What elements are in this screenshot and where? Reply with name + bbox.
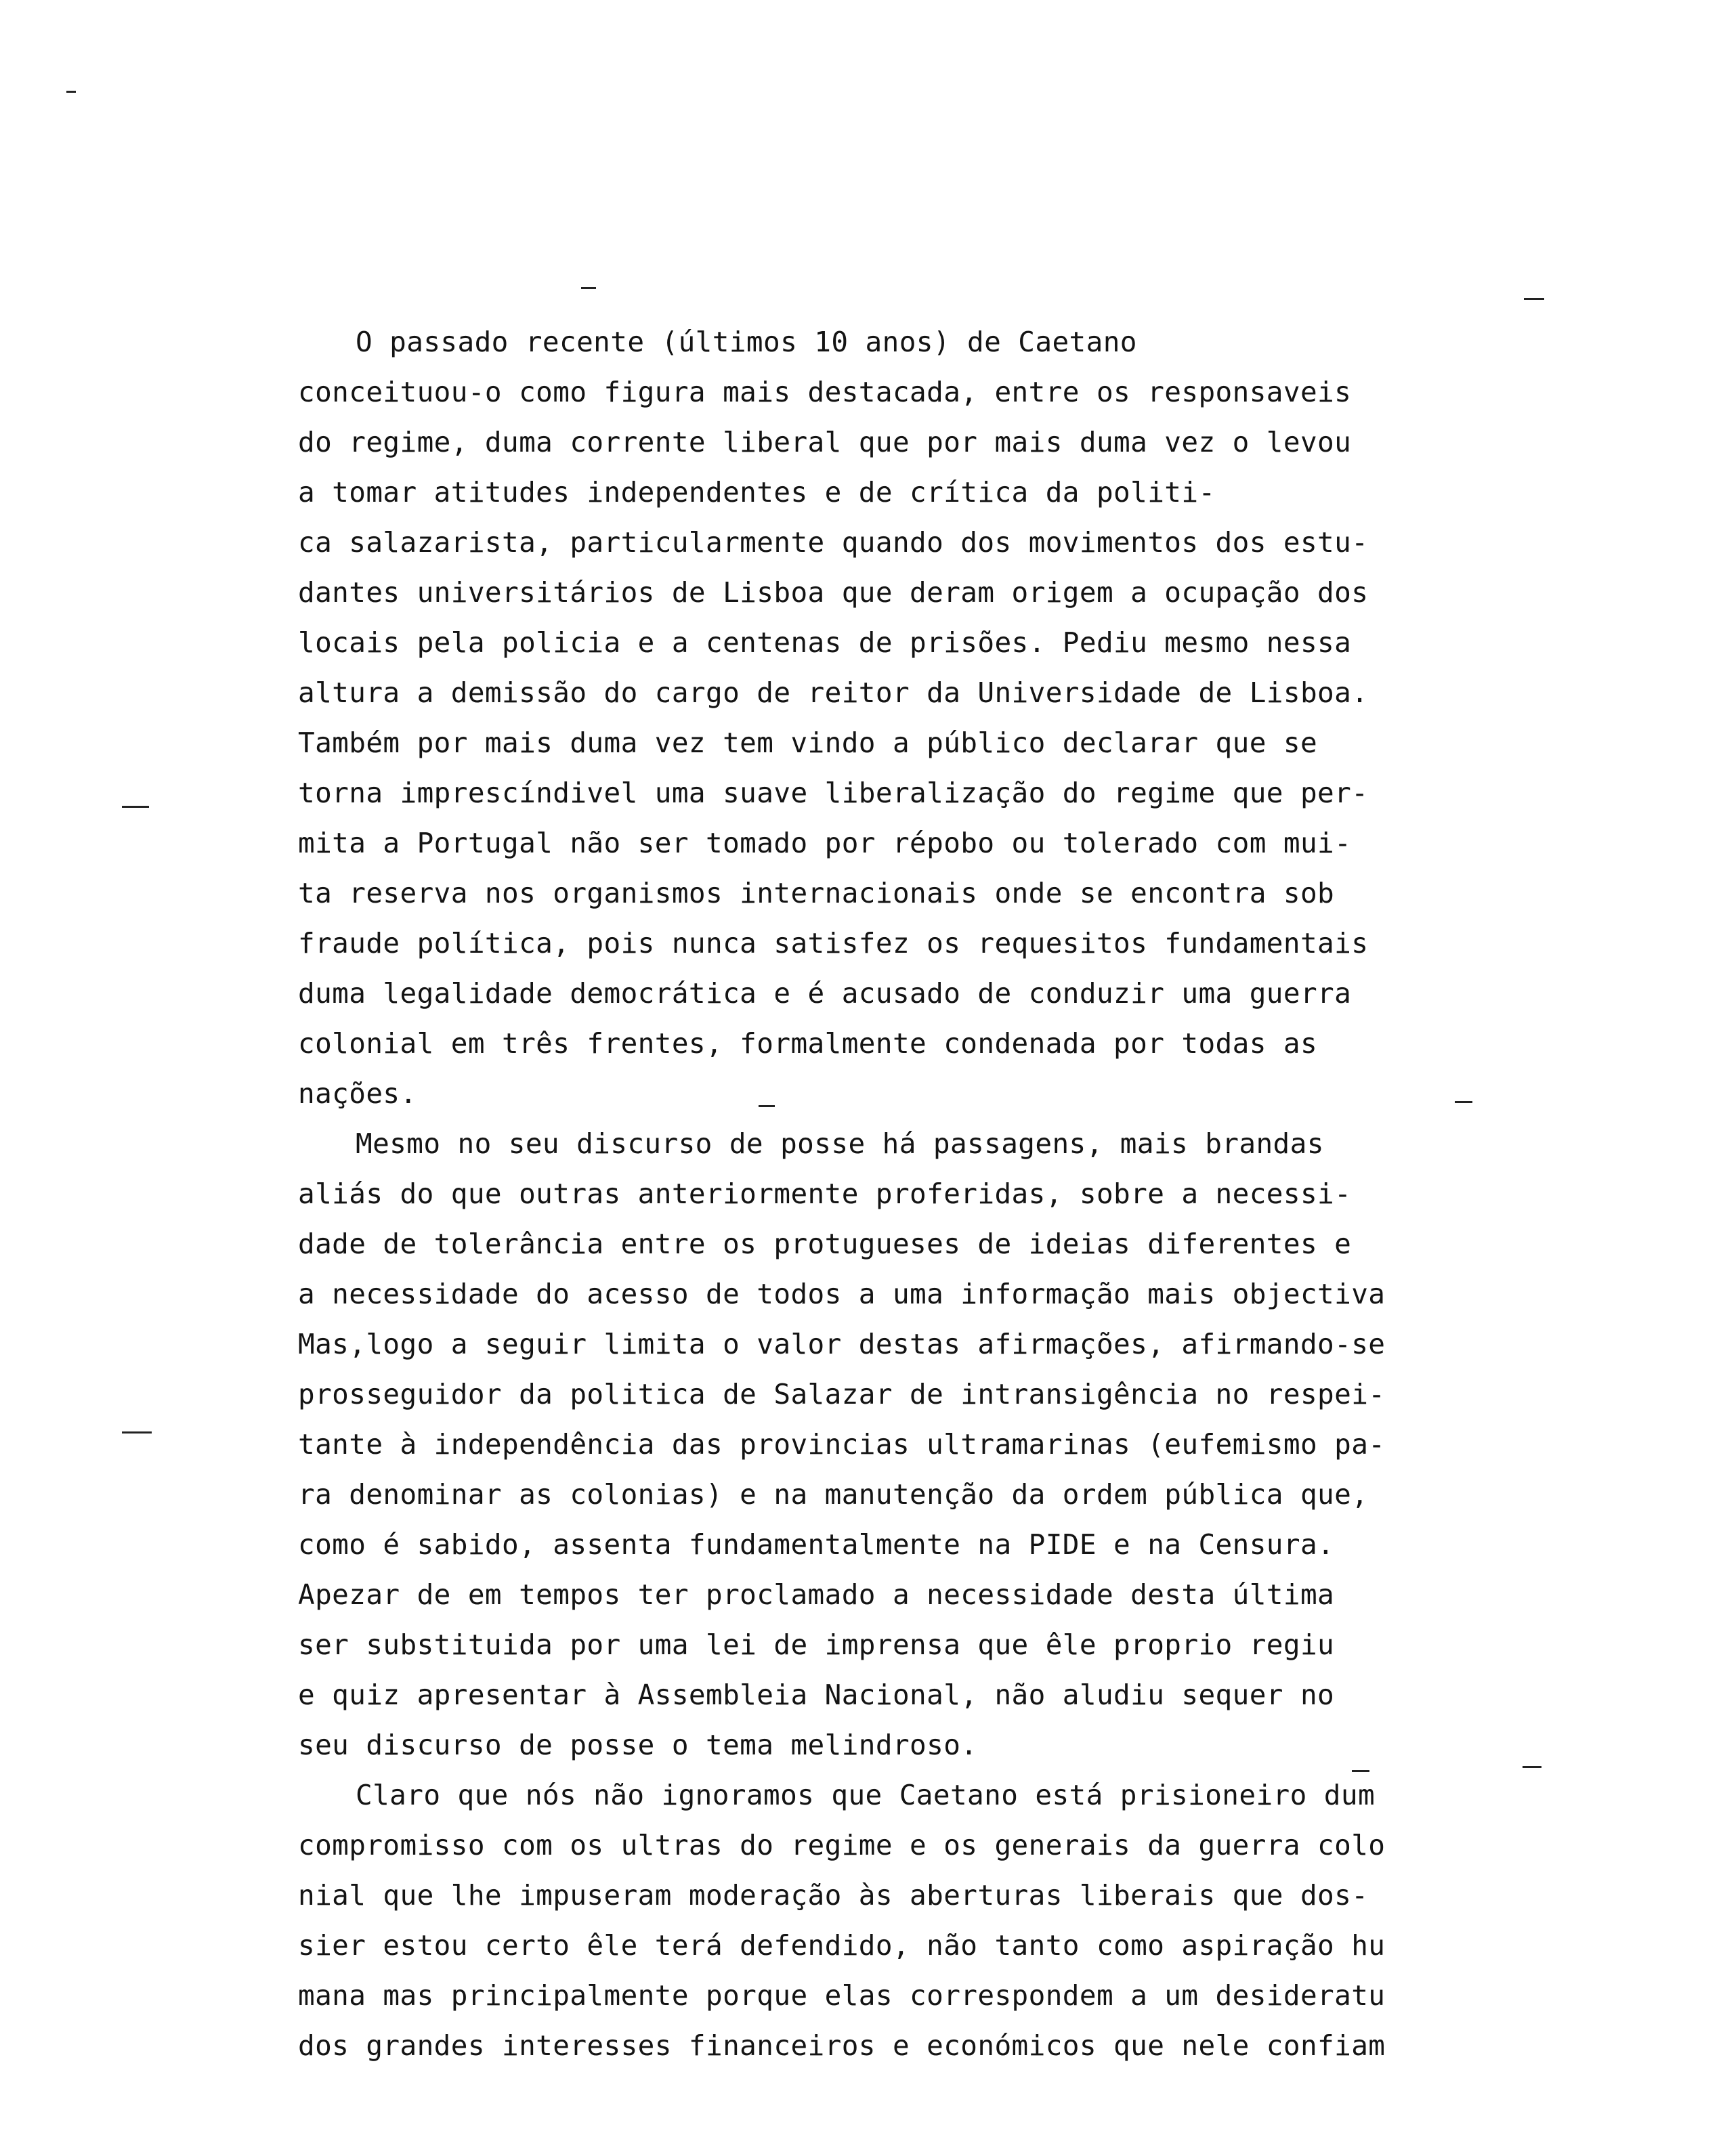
text-line: duma legalidade democrática e é acusado de conduzir uma guerra (298, 977, 1352, 1010)
text-line: locais pela policia e a centenas de prisões. Pediu mesmo nessa (298, 626, 1352, 659)
text-line: fraude política, pois nunca satisfez os requesitos fundamentais (298, 927, 1369, 960)
text-line: altura a demissão do cargo de reitor da Universidade de Lisboa. (298, 676, 1369, 709)
text-line: torna imprescíndivel uma suave liberalização do regime que per- (298, 777, 1369, 809)
typescript-body (298, 317, 1659, 2071)
scan-speck (1524, 298, 1544, 300)
scan-speck (122, 806, 149, 808)
text-line: dos grandes interesses financeiros e económicos que nele confiam (298, 2029, 1386, 2062)
text-line: a tomar atitudes independentes e de crítica da politi- (298, 476, 1216, 509)
paragraph-1 (298, 317, 1659, 1119)
text-line: tante à independência das provincias ultramarinas (eufemismo pa- (298, 1428, 1386, 1461)
text-line: nial que lhe impuseram moderação às aberturas liberais que dos- (298, 1879, 1369, 1912)
scan-speck (122, 1431, 152, 1433)
text-line: conceituou-o como figura mais destacada, entre os responsaveis (298, 376, 1352, 408)
text-line: prosseguidor da politica de Salazar de intransigência no respei- (298, 1378, 1386, 1410)
scan-speck (581, 287, 596, 289)
text-line: a necessidade do acesso de todos a uma informação mais objectiva (298, 1278, 1386, 1310)
text-line: nações. (298, 1077, 417, 1110)
text-line: Apezar de em tempos ter proclamado a necessidade desta última (298, 1578, 1335, 1611)
text-line: mana mas principalmente porque elas correspondem a um desideratu (298, 1979, 1386, 2012)
scan-speck (66, 91, 76, 93)
paragraph-2 (298, 1119, 1659, 1770)
text-line: ca salazarista, particularmente quando dos movimentos dos estu- (298, 526, 1369, 559)
text-line: ra denominar as colonias) e na manutenção da ordem pública que, (298, 1478, 1369, 1511)
text-line: Mas,logo a seguir limita o valor destas afirmações, afirmando-se (298, 1328, 1386, 1360)
paragraph-3 (298, 1770, 1659, 2071)
text-line: colonial em três frentes, formalmente condenada por todas as (298, 1027, 1318, 1060)
text-line: seu discurso de posse o tema melindroso. (298, 1729, 978, 1761)
text-line: como é sabido, assenta fundamentalmente na PIDE e na Censura. (298, 1528, 1335, 1561)
text-line: aliás do que outras anteriormente proferidas, sobre a necessi- (298, 1178, 1352, 1210)
text-line: dade de tolerância entre os protugueses de ideias diferentes e (298, 1228, 1352, 1260)
text-line: compromisso com os ultras do regime e os generais da guerra colo (298, 1829, 1386, 1861)
text-line: ser substituida por uma lei de imprensa que êle proprio regiu (298, 1629, 1335, 1661)
text-line: ta reserva nos organismos internacionais onde se encontra sob (298, 877, 1335, 909)
text-line: e quiz apresentar à Assembleia Nacional, não aludiu sequer no (298, 1679, 1335, 1711)
text-line: O passado recente (últimos 10 anos) de Caetano (356, 326, 1137, 358)
text-line: mita a Portugal não ser tomado por répobo ou tolerado com mui- (298, 827, 1352, 859)
text-line: do regime, duma corrente liberal que por mais duma vez o levou (298, 426, 1352, 458)
text-line: sier estou certo êle terá defendido, não tanto como aspiração hu (298, 1929, 1386, 1962)
text-line: Mesmo no seu discurso de posse há passagens, mais brandas (356, 1127, 1324, 1160)
text-line: Claro que nós não ignoramos que Caetano está prisioneiro dum (356, 1779, 1376, 1811)
text-line: dantes universitários de Lisboa que deram origem a ocupação dos (298, 576, 1369, 609)
text-line: Também por mais duma vez tem vindo a público declarar que se (298, 727, 1318, 759)
